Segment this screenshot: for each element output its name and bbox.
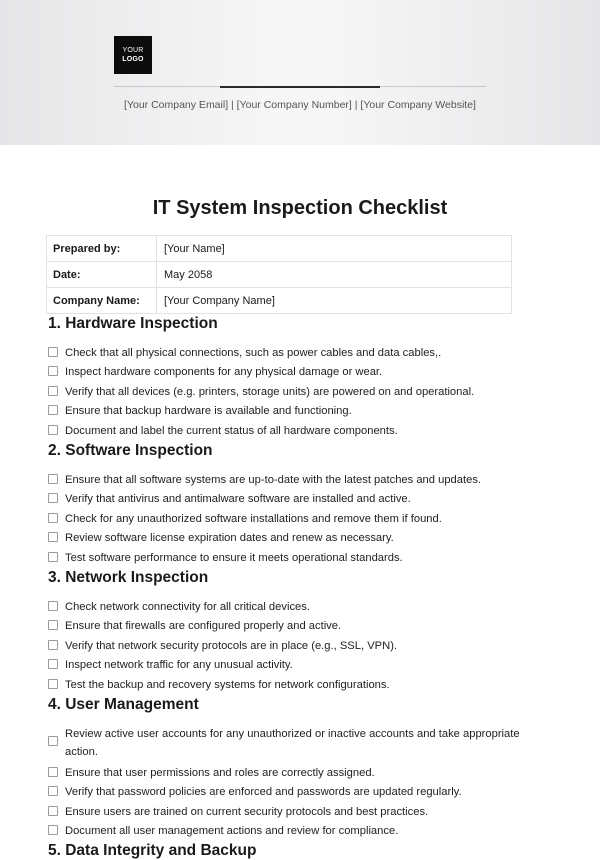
- logo-line-2: LOGO: [122, 56, 144, 63]
- info-value: May 2058: [157, 262, 512, 288]
- checkbox[interactable]: [48, 552, 58, 562]
- checklist-item-text: Document and label the current status of all hardware components.: [65, 425, 398, 437]
- info-value: [Your Company Name]: [157, 288, 512, 314]
- info-row: [47, 236, 512, 262]
- document-header: [0, 0, 600, 145]
- checklist-item: [48, 764, 548, 782]
- checklist-item-text: Check for any unauthorized software installations and remove them if found.: [65, 513, 442, 525]
- info-label: Date:: [47, 262, 157, 288]
- checklist-item-text: Ensure users are trained on current security protocols and best practices.: [65, 806, 429, 818]
- checklist-item: [48, 383, 548, 401]
- info-row: [47, 288, 512, 314]
- section-heading-user-management: 4. User Management: [48, 696, 199, 713]
- checklist-item-text: Inspect network traffic for any unusual activity.: [65, 659, 293, 671]
- checklist-item-text: Verify that antivirus and antimalware software are installed and active.: [65, 493, 411, 505]
- checkbox[interactable]: [48, 679, 58, 689]
- checklist-item-text: Ensure that user permissions and roles are correctly assigned.: [65, 767, 375, 779]
- section-heading-network: 3. Network Inspection: [48, 569, 209, 586]
- checklist-item-text: Test software performance to ensure it meets operational standards.: [65, 552, 403, 564]
- checkbox[interactable]: [48, 493, 58, 503]
- checklist-item: [48, 617, 548, 635]
- info-label: Prepared by:: [47, 236, 157, 262]
- header-divider-center: [220, 86, 380, 88]
- checklist-item: [48, 471, 548, 489]
- checklist-item: [48, 676, 548, 694]
- checklist-item: [48, 803, 548, 821]
- checklist-item-text: Inspect hardware components for any physical damage or wear.: [65, 366, 383, 378]
- checkbox[interactable]: [48, 601, 58, 611]
- checklist-item-text: Verify that network security protocols are in place (e.g., SSL, VPN).: [65, 640, 398, 652]
- checklist-item-text: Verify that password policies are enforced and passwords are updated regularly.: [65, 786, 462, 798]
- checklist-item: [48, 725, 548, 761]
- checklist-item: [48, 363, 548, 381]
- checkbox[interactable]: [48, 347, 58, 357]
- checklist-item-text: Test the backup and recovery systems for network configurations.: [65, 679, 390, 691]
- section-heading-partial: 5. Data Integrity and Backup: [48, 842, 257, 859]
- checkbox[interactable]: [48, 513, 58, 523]
- checklist-item: [48, 422, 548, 440]
- checkbox[interactable]: [48, 366, 58, 376]
- checkbox[interactable]: [48, 640, 58, 650]
- info-table: [46, 235, 512, 314]
- checklist-item: [48, 822, 548, 840]
- checklist-item: [48, 656, 548, 674]
- checkbox[interactable]: [48, 825, 58, 835]
- header-divider-left: [114, 86, 220, 87]
- info-row: [47, 262, 512, 288]
- section-heading-software: 2. Software Inspection: [48, 442, 213, 459]
- checklist-item-text: Verify that all devices (e.g. printers, storage units) are powered on and operational.: [65, 386, 475, 398]
- company-logo: [114, 36, 152, 74]
- checklist-item-text: Ensure that firewalls are configured properly and active.: [65, 620, 342, 632]
- checkbox[interactable]: [48, 659, 58, 669]
- checklist-item: [48, 598, 548, 616]
- checklist-item: [48, 783, 548, 801]
- checklist-item: [48, 637, 548, 655]
- checkbox[interactable]: [48, 474, 58, 484]
- checkbox[interactable]: [48, 806, 58, 816]
- checklist-item: [48, 344, 548, 362]
- checklist-item: [48, 402, 548, 420]
- header-divider-right: [380, 86, 486, 87]
- checkbox[interactable]: [48, 620, 58, 630]
- checklist-item-text: Check network connectivity for all critical devices.: [65, 601, 310, 613]
- checklist-item-text: Document all user management actions and review for compliance.: [65, 825, 399, 837]
- logo-line-1: YOUR: [122, 47, 144, 54]
- checkbox[interactable]: [48, 767, 58, 777]
- checkbox[interactable]: [48, 405, 58, 415]
- checkbox[interactable]: [48, 736, 58, 746]
- checklist-item: [48, 490, 548, 508]
- checklist-item: [48, 510, 548, 528]
- checkbox[interactable]: [48, 786, 58, 796]
- checklist-item-text: Review software license expiration dates and renew as necessary.: [65, 532, 394, 544]
- section-heading-hardware: 1. Hardware Inspection: [48, 315, 218, 332]
- checkbox[interactable]: [48, 532, 58, 542]
- document-title: IT System Inspection Checklist: [152, 197, 448, 219]
- checklist-item-text: Check that all physical connections, such as power cables and data cables,.: [65, 347, 442, 359]
- checklist-item: [48, 529, 548, 547]
- checklist-item-text: Ensure that all software systems are up-to-date with the latest patches and updates.: [65, 474, 482, 486]
- checkbox[interactable]: [48, 425, 58, 435]
- info-value: [Your Name]: [157, 236, 512, 262]
- checkbox[interactable]: [48, 386, 58, 396]
- company-contact-line: [Your Company Email] | [Your Company Number] | [Your Company Website]: [124, 99, 476, 111]
- checklist-item: [48, 549, 548, 567]
- info-label: Company Name:: [47, 288, 157, 314]
- checklist-item-text: Review active user accounts for any unauthorized or inactive accounts and take appropriate action.: [65, 728, 520, 758]
- checklist-item-text: Ensure that backup hardware is available and functioning.: [65, 405, 352, 417]
